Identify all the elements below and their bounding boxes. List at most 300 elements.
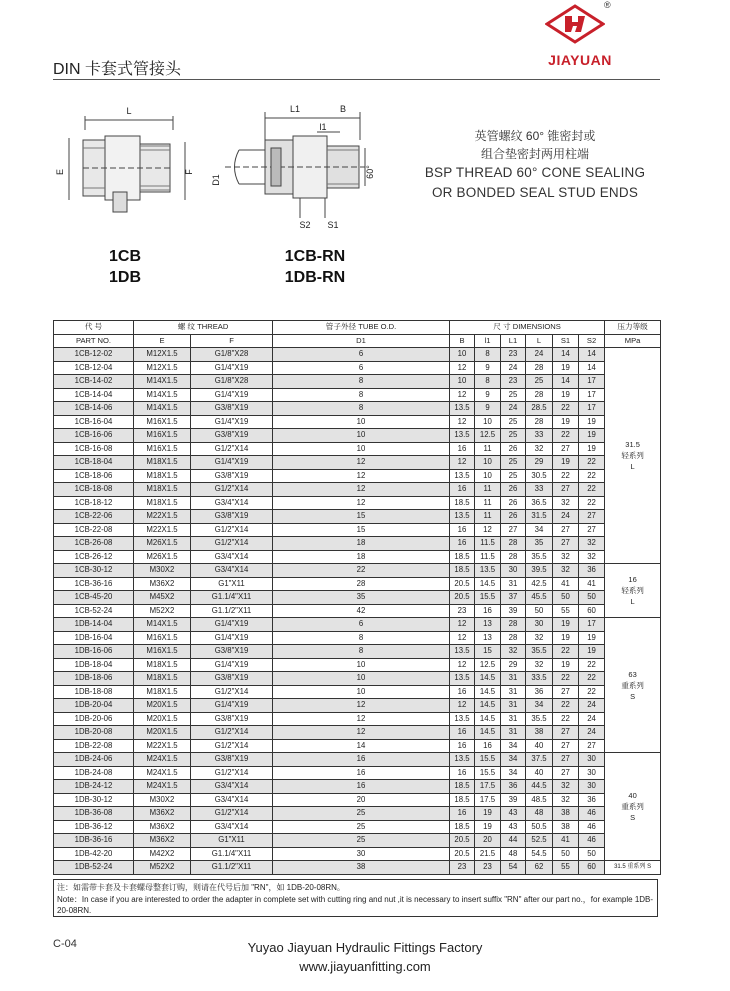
table-cell: 22: [553, 699, 579, 713]
table-cell: 35: [273, 591, 450, 605]
table-cell: G3/4"X14: [191, 793, 273, 807]
table-cell: 32: [553, 793, 579, 807]
table-row: [54, 388, 661, 402]
table-row: [54, 442, 661, 456]
table-cell: G3/4"X14: [191, 564, 273, 578]
table-cell: 12: [450, 699, 475, 713]
table-cell: 31: [501, 726, 526, 740]
table-cell: 32: [553, 496, 579, 510]
table-cell: M22X1.5: [134, 510, 191, 524]
table-cell: 28: [526, 388, 553, 402]
table-cell: 6: [273, 348, 450, 362]
table-cell: 16: [450, 523, 475, 537]
table-cell: M30X2: [134, 793, 191, 807]
table-cell: 32: [526, 658, 553, 672]
order-note: [53, 879, 658, 917]
table-cell: G3/8"X19: [191, 753, 273, 767]
table-row: [54, 483, 661, 497]
table-cell: 31: [501, 712, 526, 726]
table-row: [54, 685, 661, 699]
table-cell: 36.5: [526, 496, 553, 510]
table-cell: 1CB-22-06: [54, 510, 134, 524]
table-cell: 16: [475, 739, 501, 753]
table-row: [54, 618, 661, 632]
table-cell: 14: [579, 348, 605, 362]
table-cell: 8: [273, 645, 450, 659]
table-cell: 22: [553, 712, 579, 726]
table-cell: 50: [579, 591, 605, 605]
table-cell: 12: [273, 496, 450, 510]
table-cell: M36X2: [134, 807, 191, 821]
table-cell: 10: [273, 685, 450, 699]
table-cell: 16: [273, 766, 450, 780]
table-cell: 12: [475, 523, 501, 537]
table-row: [54, 429, 661, 443]
product-label-left: [95, 246, 155, 288]
table-cell: 19: [475, 807, 501, 821]
table-cell: 1DB-14-04: [54, 618, 134, 632]
table-cell: 1CB-30-12: [54, 564, 134, 578]
table-cell: 27: [553, 753, 579, 767]
table-cell: M20X1.5: [134, 726, 191, 740]
table-cell: 12: [450, 415, 475, 429]
table-cell: 22: [273, 564, 450, 578]
table-cell: 8: [273, 631, 450, 645]
table-cell: 25: [501, 429, 526, 443]
table-cell: 1DB-20-06: [54, 712, 134, 726]
table-row: [54, 523, 661, 537]
table-cell: G1.1/4"X11: [191, 591, 273, 605]
table-cell: 44: [501, 834, 526, 848]
table-cell: 44.5: [526, 780, 553, 794]
table-cell: M36X2: [134, 577, 191, 591]
table-cell: 1DB-52-24: [54, 861, 134, 875]
table-cell: M16X1.5: [134, 415, 191, 429]
table-cell: 37: [501, 591, 526, 605]
table-cell: G1/8"X28: [191, 375, 273, 389]
table-cell: 31: [501, 699, 526, 713]
table-cell: 1CB-18-04: [54, 456, 134, 470]
table-row: [54, 847, 661, 861]
table-cell: M18X1.5: [134, 658, 191, 672]
table-cell: 33.5: [526, 672, 553, 686]
table-cell: 1CB-18-08: [54, 483, 134, 497]
table-cell: 35.5: [526, 550, 553, 564]
table-cell: M20X1.5: [134, 699, 191, 713]
table-cell: G1/4"X19: [191, 456, 273, 470]
table-cell: G3/8"X19: [191, 712, 273, 726]
table-cell: 1CB-14-04: [54, 388, 134, 402]
table-cell: G3/4"X14: [191, 496, 273, 510]
table-cell: G3/8"X19: [191, 429, 273, 443]
table-cell: 25: [501, 456, 526, 470]
table-cell: 1CB-45-20: [54, 591, 134, 605]
table-cell: M18X1.5: [134, 672, 191, 686]
header-part-no: PART NO.: [54, 334, 134, 348]
table-cell: 19: [553, 456, 579, 470]
table-cell: 13.5: [450, 672, 475, 686]
table-cell: 22: [553, 469, 579, 483]
table-cell: 22: [579, 496, 605, 510]
table-cell: G3/8"X19: [191, 672, 273, 686]
table-cell: 12: [273, 726, 450, 740]
table-cell: 40: [526, 766, 553, 780]
table-cell: 14.5: [475, 699, 501, 713]
table-cell: M22X1.5: [134, 523, 191, 537]
table-cell: 16: [450, 807, 475, 821]
table-cell: 36: [501, 780, 526, 794]
table-cell: 12: [273, 456, 450, 470]
table-cell: 35: [526, 537, 553, 551]
website: www.jiayuanfitting.com: [299, 959, 431, 974]
pressure-class-cell: [605, 618, 661, 753]
table-cell: M52X2: [134, 861, 191, 875]
table-cell: 25: [501, 415, 526, 429]
page-title: DIN 卡套式管接头: [53, 61, 182, 78]
table-cell: 27: [553, 766, 579, 780]
table-cell: 12: [450, 388, 475, 402]
table-cell: 25: [273, 820, 450, 834]
table-cell: 10: [475, 456, 501, 470]
table-cell: 10: [450, 375, 475, 389]
table-cell: 18.5: [450, 820, 475, 834]
table-row: [54, 658, 661, 672]
header-b: B: [450, 334, 475, 348]
table-cell: 36: [579, 564, 605, 578]
table-cell: 27: [579, 510, 605, 524]
table-cell: 1CB-36-16: [54, 577, 134, 591]
table-cell: 12: [273, 712, 450, 726]
table-cell: 18.5: [450, 780, 475, 794]
table-cell: 25: [501, 388, 526, 402]
table-cell: 16: [450, 739, 475, 753]
table-cell: 19: [553, 631, 579, 645]
dim-f-label: F: [184, 169, 194, 175]
table-cell: G3/4"X14: [191, 780, 273, 794]
table-cell: 15: [273, 510, 450, 524]
table-cell: 13.5: [475, 564, 501, 578]
pressure-cn: 重系列: [621, 802, 644, 811]
table-cell: 32: [579, 550, 605, 564]
table-cell: 1CB-16-06: [54, 429, 134, 443]
table-cell: 13.5: [450, 429, 475, 443]
table-cell: 16: [450, 726, 475, 740]
header-pressure: 压力等级: [605, 321, 661, 335]
table-cell: 27: [553, 523, 579, 537]
table-cell: 29: [501, 658, 526, 672]
table-cell: G1/4"X19: [191, 631, 273, 645]
table-cell: 34: [526, 699, 553, 713]
table-cell: 43: [501, 807, 526, 821]
table-cell: 1DB-22-08: [54, 739, 134, 753]
table-cell: 41: [579, 577, 605, 591]
table-row: [54, 712, 661, 726]
table-row: [54, 780, 661, 794]
table-cell: 8: [273, 375, 450, 389]
table-cell: M30X2: [134, 564, 191, 578]
table-cell: G1/2"X14: [191, 739, 273, 753]
table-cell: 54: [501, 861, 526, 875]
table-cell: 24: [579, 726, 605, 740]
table-cell: 17.5: [475, 793, 501, 807]
table-cell: 24: [579, 699, 605, 713]
table-cell: 1CB-14-02: [54, 375, 134, 389]
table-cell: 14.5: [475, 685, 501, 699]
dim-d1-label: D1: [211, 174, 221, 186]
table-cell: 12: [273, 699, 450, 713]
table-row: [54, 861, 661, 875]
table-cell: 1DB-36-12: [54, 820, 134, 834]
product-code-1cb: 1CB: [108, 248, 141, 265]
note-cn: 注：如需带卡套及卡套螺母整套订购，则请在代号后加 "RN"，如 1DB-20-08RN。: [57, 883, 345, 892]
table-cell: 38: [273, 861, 450, 875]
table-cell: 14.5: [475, 577, 501, 591]
table-cell: 1CB-18-06: [54, 469, 134, 483]
table-cell: 32: [501, 645, 526, 659]
table-row: [54, 604, 661, 618]
table-cell: 11.5: [475, 537, 501, 551]
table-cell: 19: [475, 820, 501, 834]
table-cell: 18.5: [450, 496, 475, 510]
table-row: [54, 456, 661, 470]
table-cell: 27: [553, 739, 579, 753]
table-cell: 37.5: [526, 753, 553, 767]
table-cell: G3/4"X14: [191, 550, 273, 564]
pressure-series: S: [630, 691, 636, 701]
table-cell: 27: [501, 523, 526, 537]
fitting-drawing-1cb: [55, 100, 210, 220]
table-cell: 33: [526, 483, 553, 497]
table-cell: M16X1.5: [134, 631, 191, 645]
dim-angle-label: 60°: [365, 165, 375, 179]
product-code-1db: 1DB: [108, 269, 141, 286]
table-cell: 17.5: [475, 780, 501, 794]
table-row: [54, 753, 661, 767]
table-cell: 1CB-16-08: [54, 442, 134, 456]
table-cell: 25: [273, 834, 450, 848]
table-cell: 15.5: [475, 753, 501, 767]
table-cell: G1/2"X14: [191, 537, 273, 551]
table-cell: 12: [273, 483, 450, 497]
table-cell: 13.5: [450, 712, 475, 726]
table-cell: G1/4"X19: [191, 415, 273, 429]
pressure-cn: 轻系列: [621, 451, 644, 460]
table-cell: 8: [475, 375, 501, 389]
table-row: [54, 402, 661, 416]
table-cell: 14: [553, 375, 579, 389]
table-cell: 15: [475, 645, 501, 659]
table-cell: 62: [526, 861, 553, 875]
table-cell: 50: [579, 847, 605, 861]
table-cell: 27: [553, 483, 579, 497]
table-cell: 23: [450, 861, 475, 875]
table-cell: 46: [579, 820, 605, 834]
dim-l1-small-label: l1: [319, 122, 327, 132]
table-cell: 10: [273, 658, 450, 672]
table-cell: 20.5: [450, 591, 475, 605]
table-cell: 19: [579, 442, 605, 456]
table-cell: 23: [450, 604, 475, 618]
table-cell: 60: [579, 604, 605, 618]
table-cell: 26: [501, 510, 526, 524]
table-cell: 25: [273, 807, 450, 821]
table-cell: 1DB-20-04: [54, 699, 134, 713]
table-cell: 12.5: [475, 658, 501, 672]
table-cell: 27: [579, 523, 605, 537]
table-cell: 26: [501, 442, 526, 456]
header-tube: 管子外径 TUBE O.D.: [273, 321, 450, 335]
table-cell: 32: [526, 631, 553, 645]
table-cell: 34: [501, 739, 526, 753]
table-cell: 16: [450, 442, 475, 456]
table-cell: 30: [579, 753, 605, 767]
table-cell: 19: [553, 415, 579, 429]
dim-l-label: L: [126, 106, 132, 116]
table-cell: 30.5: [526, 469, 553, 483]
table-cell: 31: [501, 672, 526, 686]
table-cell: 48.5: [526, 793, 553, 807]
table-cell: 12.5: [475, 429, 501, 443]
table-cell: 39: [501, 604, 526, 618]
header-mpa: MPa: [605, 334, 661, 348]
table-cell: 19: [553, 388, 579, 402]
table-cell: 10: [450, 348, 475, 362]
dimensions-table: [53, 320, 661, 875]
table-cell: 1DB-24-08: [54, 766, 134, 780]
table-cell: G1/4"X19: [191, 388, 273, 402]
description-cn-line2: 组合垫密封两用柱端: [480, 147, 589, 161]
table-cell: 52.5: [526, 834, 553, 848]
table-cell: 20.5: [450, 847, 475, 861]
table-cell: M42X2: [134, 847, 191, 861]
pressure-cn: 轻系列: [621, 586, 644, 595]
table-cell: 32: [553, 780, 579, 794]
table-cell: 15.5: [475, 766, 501, 780]
table-cell: 1DB-24-06: [54, 753, 134, 767]
table-cell: 28: [501, 537, 526, 551]
table-cell: 1DB-16-04: [54, 631, 134, 645]
table-cell: 1DB-20-08: [54, 726, 134, 740]
header-e: E: [134, 334, 191, 348]
table-cell: 22: [553, 402, 579, 416]
table-cell: 28: [501, 631, 526, 645]
table-cell: 45.5: [526, 591, 553, 605]
table-cell: 34: [501, 753, 526, 767]
table-cell: 32: [553, 550, 579, 564]
table-cell: 27: [553, 685, 579, 699]
product-code-1cb-rn: 1CB-RN: [284, 248, 346, 265]
table-cell: 1CB-18-12: [54, 496, 134, 510]
table-cell: 11: [475, 483, 501, 497]
table-cell: M18X1.5: [134, 469, 191, 483]
table-cell: 12: [450, 456, 475, 470]
table-cell: 38: [526, 726, 553, 740]
table-cell: 1DB-18-08: [54, 685, 134, 699]
table-cell: 50: [526, 604, 553, 618]
table-cell: G1/4"X19: [191, 361, 273, 375]
table-cell: 40: [526, 739, 553, 753]
table-cell: 34: [501, 766, 526, 780]
table-cell: 36: [526, 685, 553, 699]
table-cell: 16: [450, 685, 475, 699]
table-cell: 13.5: [450, 402, 475, 416]
table-cell: 28.5: [526, 402, 553, 416]
table-cell: G1"X11: [191, 834, 273, 848]
brand-name: JIAYUAN: [548, 52, 612, 68]
footer: [150, 938, 580, 976]
table-cell: 55: [553, 861, 579, 875]
table-cell: G1/4"X19: [191, 618, 273, 632]
table-cell: 12: [450, 631, 475, 645]
table-cell: 22: [553, 645, 579, 659]
table-cell: G1/2"X14: [191, 483, 273, 497]
table-row: [54, 726, 661, 740]
table-cell: 20: [475, 834, 501, 848]
header-divider: [53, 79, 660, 80]
table-row: [54, 807, 661, 821]
table-cell: M26X1.5: [134, 537, 191, 551]
table-cell: 46: [579, 807, 605, 821]
table-cell: 13.5: [450, 510, 475, 524]
table-cell: 8: [475, 348, 501, 362]
table-cell: 16: [450, 483, 475, 497]
table-cell: G1.1/2"X11: [191, 861, 273, 875]
table-cell: M18X1.5: [134, 496, 191, 510]
table-cell: 10: [273, 672, 450, 686]
table-cell: 1CB-14-06: [54, 402, 134, 416]
table-cell: G1/2"X14: [191, 766, 273, 780]
dim-l1-label: L1: [289, 104, 301, 114]
table-cell: 1DB-18-04: [54, 658, 134, 672]
pressure-class-cell: 31.5 重系列 S: [605, 861, 661, 875]
table-cell: 13.5: [450, 753, 475, 767]
table-cell: 32: [579, 537, 605, 551]
table-cell: 27: [579, 739, 605, 753]
table-cell: 19: [553, 618, 579, 632]
table-cell: G1"X11: [191, 577, 273, 591]
pressure-mpa: 40: [628, 791, 637, 800]
table-body: [54, 348, 661, 875]
table-cell: 30: [579, 766, 605, 780]
table-cell: 13.5: [450, 645, 475, 659]
table-cell: 48: [526, 807, 553, 821]
table-cell: 12: [273, 469, 450, 483]
table-cell: 16: [273, 780, 450, 794]
table-row: [54, 361, 661, 375]
header-s2: S2: [579, 334, 605, 348]
table-row: [54, 577, 661, 591]
table-cell: 23: [501, 348, 526, 362]
table-cell: 26: [501, 496, 526, 510]
table-row: [54, 496, 661, 510]
table-cell: G1/4"X19: [191, 699, 273, 713]
table-cell: 16: [273, 753, 450, 767]
company-name: Yuyao Jiayuan Hydraulic Fittings Factory: [247, 940, 483, 955]
table-cell: 20.5: [450, 577, 475, 591]
description-en-line2: OR BONDED SEAL STUD ENDS: [431, 185, 639, 200]
page-number: C-04: [53, 938, 77, 950]
table-cell: 22: [579, 685, 605, 699]
table-row: [54, 739, 661, 753]
pressure-mpa: 16: [628, 575, 637, 584]
table-cell: G3/8"X19: [191, 645, 273, 659]
table-cell: M16X1.5: [134, 429, 191, 443]
table-cell: 18: [273, 537, 450, 551]
table-row: [54, 766, 661, 780]
table-cell: 30: [579, 780, 605, 794]
table-cell: 10: [273, 442, 450, 456]
header-f: F: [191, 334, 273, 348]
